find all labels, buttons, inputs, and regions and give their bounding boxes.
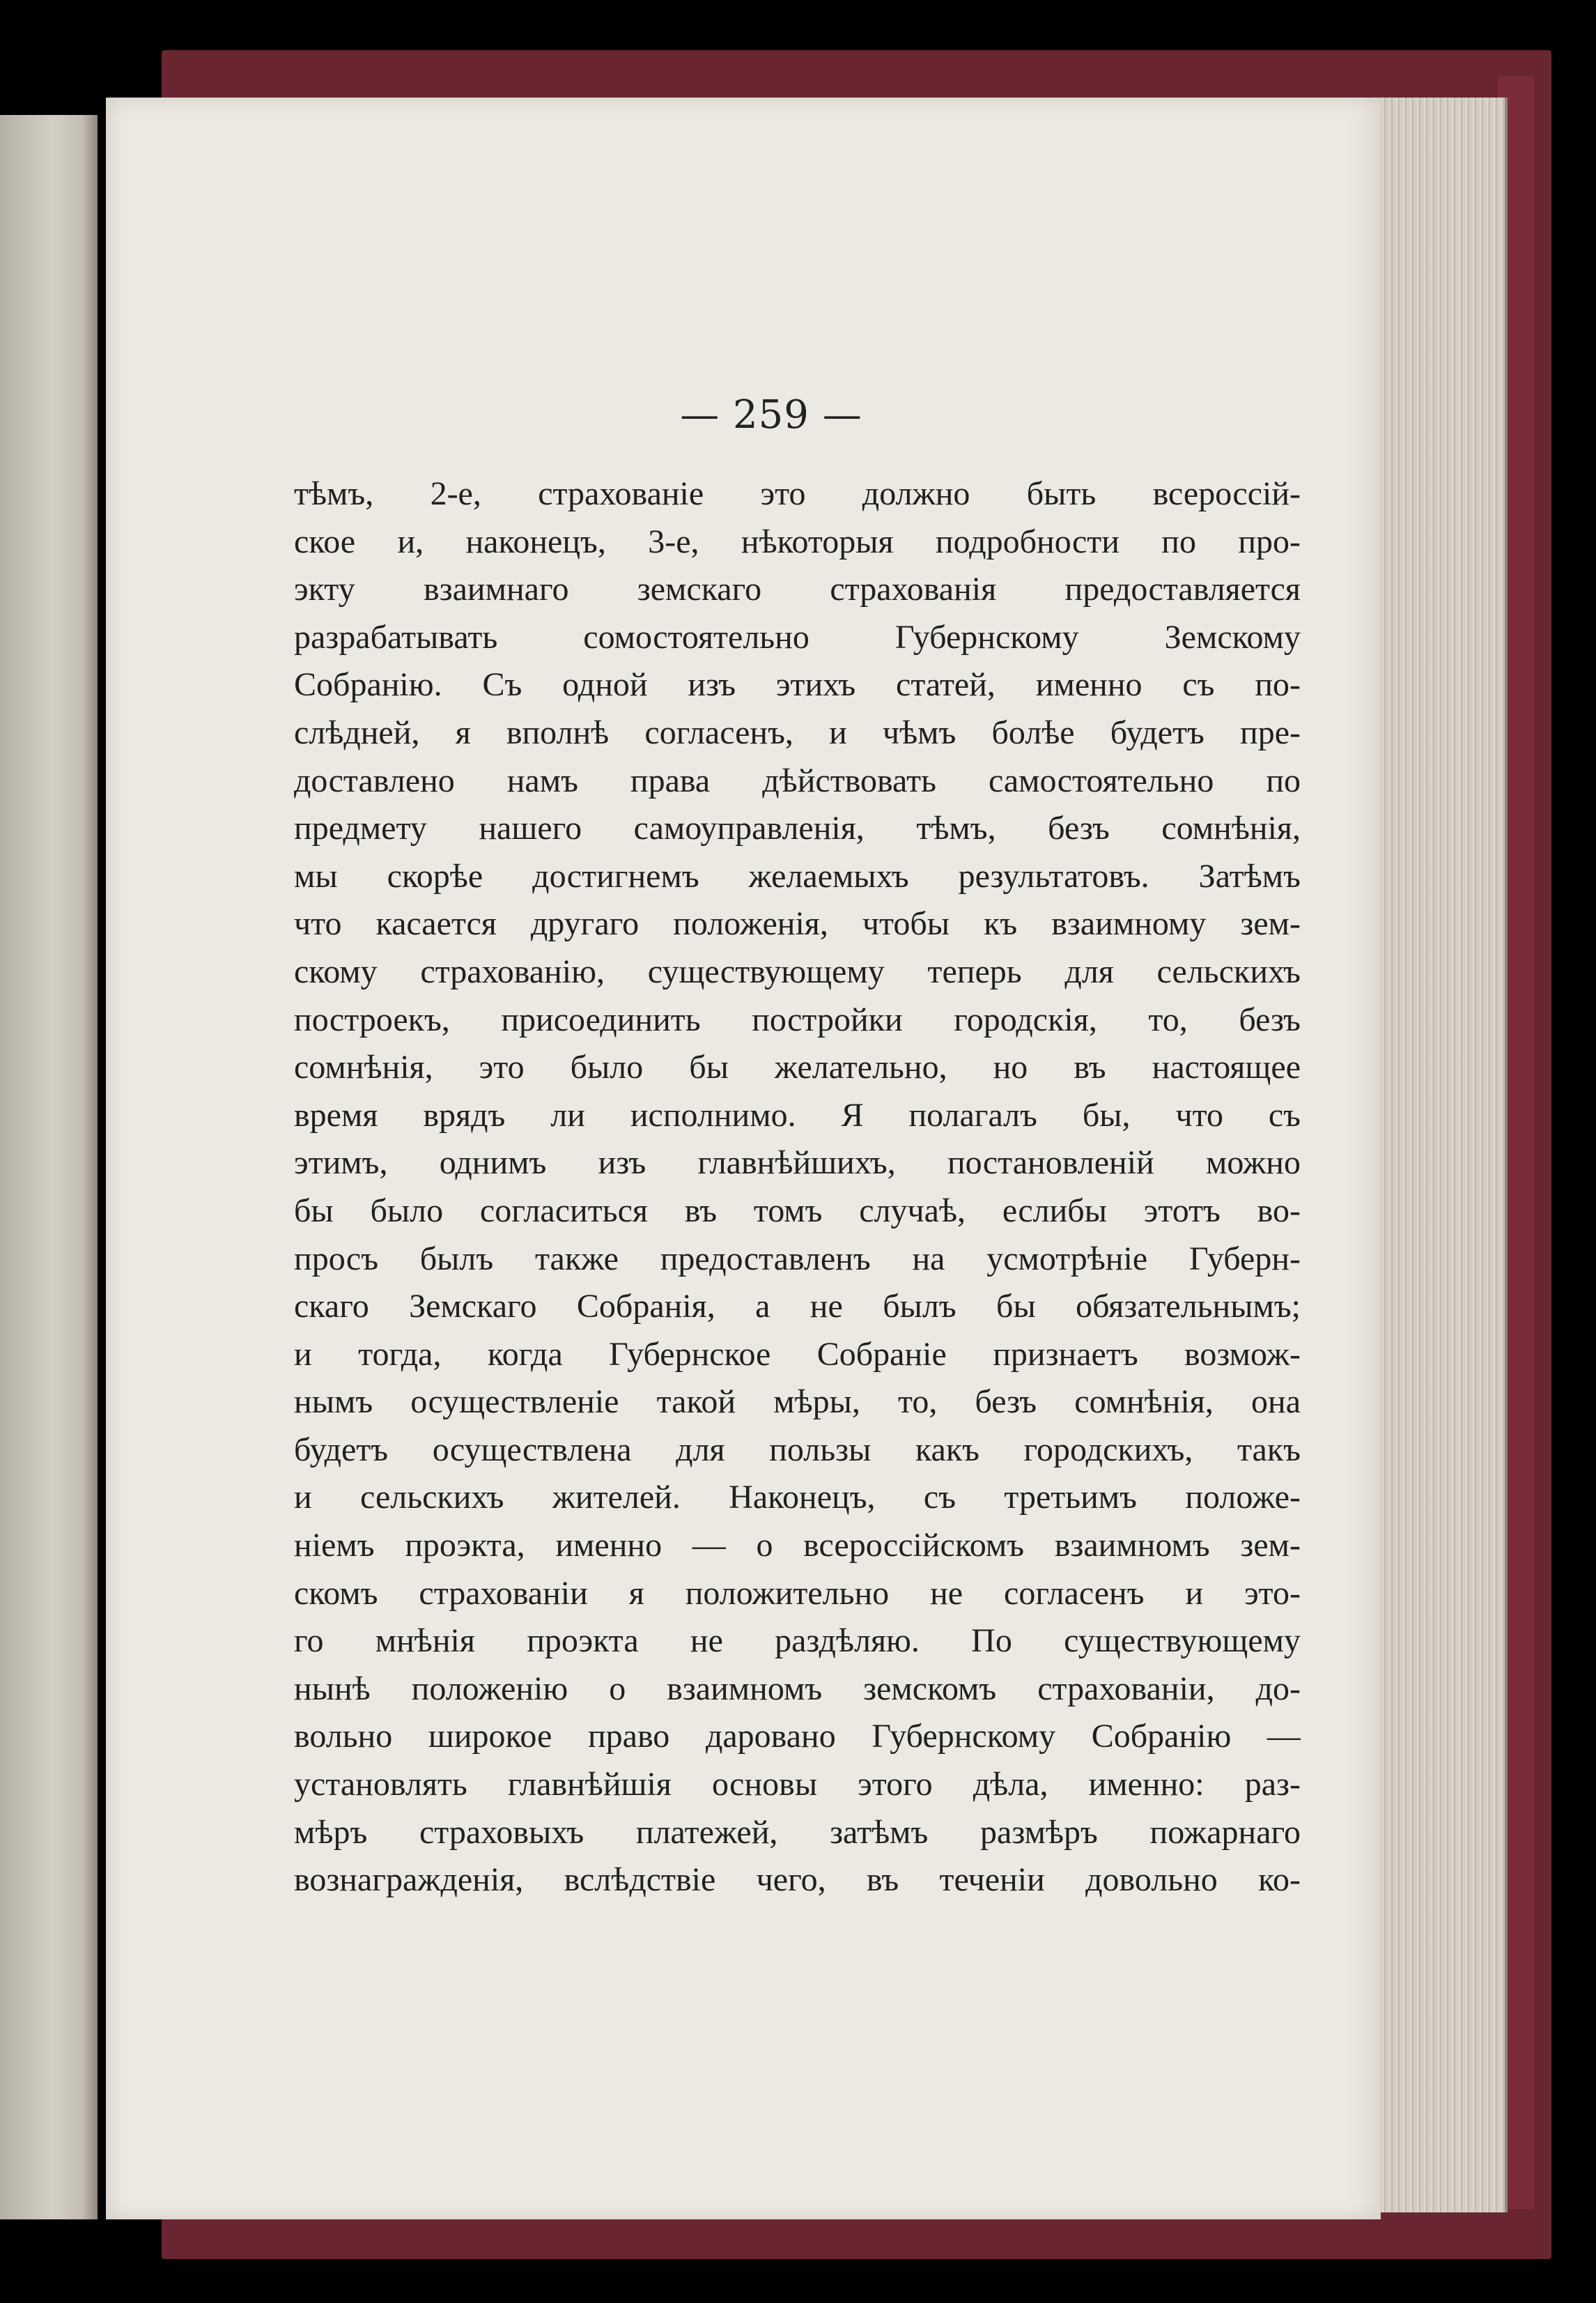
text-line: нынѣ положенію о взаимномъ земскомъ страхованіи, до- [294, 1670, 1301, 1707]
text-line: экту взаимнаго земскаго страхованія предоставляется [294, 571, 1301, 608]
book-page [106, 98, 1381, 2219]
previous-page-edge [0, 115, 98, 2219]
text-line: мы скорѣе достигнемъ желаемыхъ результатовъ. Затѣмъ [294, 857, 1301, 895]
text-line: слѣдней, я вполнѣ согласенъ, и чѣмъ болѣе будетъ пре- [294, 714, 1301, 751]
text-line: го мнѣнія проэкта не раздѣляю. По существующему [294, 1622, 1301, 1660]
text-line: построекъ, присоединить постройки городскія, то, безъ [294, 1001, 1301, 1038]
text-line: Собранію. Съ одной изъ этихъ статей, именно съ по- [294, 666, 1301, 704]
text-line: разрабатывать сомостоятельно Губернскому Земскому [294, 618, 1301, 656]
text-line: этимъ, однимъ изъ главнѣйшихъ, постановленій можно [294, 1144, 1301, 1182]
text-line: мѣръ страховыхъ платежей, затѣмъ размѣръ пожарнаго [294, 1813, 1301, 1851]
text-line: ское и, наконецъ, 3-е, нѣкоторыя подробности по про- [294, 523, 1301, 560]
text-line: нымъ осуществленіе такой мѣры, то, безъ сомнѣнія, она [294, 1383, 1301, 1421]
text-line: время врядъ ли исполнимо. Я полагалъ бы, что съ [294, 1096, 1301, 1134]
body-text [294, 470, 1301, 1904]
text-line: скаго Земскаго Собранія, а не былъ бы обязательнымъ; [294, 1288, 1301, 1325]
text-line: сомнѣнія, это было бы желательно, но въ настоящее [294, 1049, 1301, 1086]
text-line: доставлено намъ права дѣйствовать самостоятельно по [294, 762, 1301, 799]
text-line: и тогда, когда Губернское Собраніе признаетъ возмож- [294, 1335, 1301, 1373]
text-line: вольно широкое право даровано Губернскому Собранію — [294, 1718, 1301, 1755]
text-line: будетъ осуществлена для пользы какъ городскихъ, такъ [294, 1431, 1301, 1468]
text-line: тѣмъ, 2-е, страхованіе это должно быть всероссій- [294, 475, 1301, 512]
page-stack-edges [1365, 98, 1508, 2212]
text-line: ніемъ проэкта, именно — о всероссійскомъ взаимномъ зем- [294, 1527, 1301, 1564]
page-number: — 259 — [680, 392, 862, 438]
text-line: что касается другаго положенія, чтобы къ взаимному зем- [294, 905, 1301, 943]
text-line: бы было согласиться въ томъ случаѣ, еслибы этотъ во- [294, 1192, 1301, 1229]
text-line: скомъ страхованіи я положительно не согласенъ и это- [294, 1574, 1301, 1612]
text-line: просъ былъ также предоставленъ на усмотрѣніе Губерн- [294, 1240, 1301, 1277]
text-line: и сельскихъ жителей. Наконецъ, съ третьимъ положе- [294, 1479, 1301, 1516]
text-line: вознагражденія, вслѣдствіе чего, въ теченіи довольно ко- [294, 1861, 1301, 1899]
text-line: предмету нашего самоуправленія, тѣмъ, безъ сомнѣнія, [294, 810, 1301, 847]
text-line: скому страхованію, существующему теперь для сельскихъ [294, 953, 1301, 990]
text-line: установлять главнѣйшія основы этого дѣла, именно: раз- [294, 1766, 1301, 1803]
